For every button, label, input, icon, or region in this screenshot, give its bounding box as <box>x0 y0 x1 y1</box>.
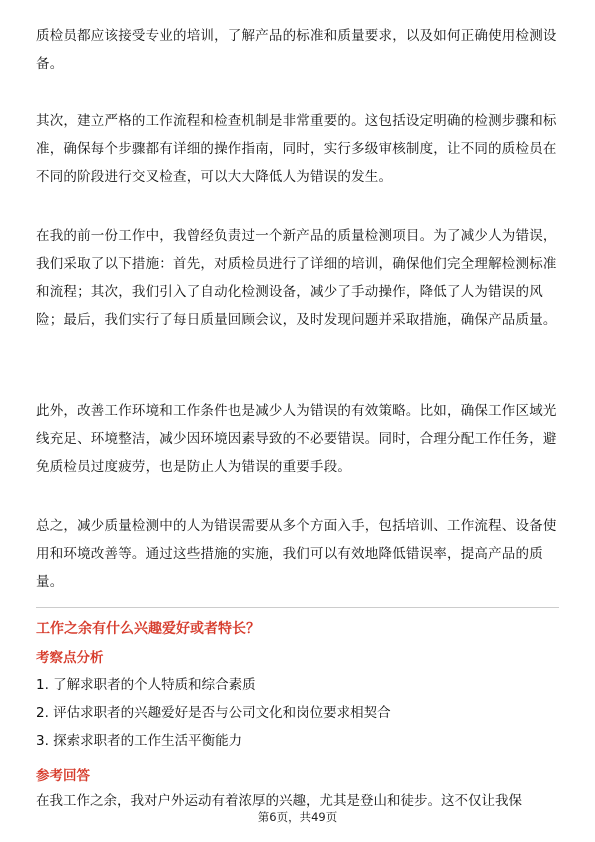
analysis-title: 考察点分析 <box>36 650 104 666</box>
analysis-point: 3. 探索求职者的工作生活平衡能力 <box>36 733 243 749</box>
analysis-point: 1. 了解求职者的个人特质和综合素质 <box>36 677 256 693</box>
page-footer: 第6页，共49页 <box>257 810 338 824</box>
paragraph: 此外，改善工作环境和工作条件也是减少人为错误的有效策略。比如，确保工作区域光线充足、环境整洁，减少因环境因素导致的不必要错误。同时，合理分配工作任务，避免质检员过度疲劳，也是防止人为错误的重要手段。 <box>36 403 557 475</box>
paragraph: 其次，建立严格的工作流程和检查机制是非常重要的。这包括设定明确的检测步骤和标准，确保每个步骤都有详细的操作指南，同时，实行多级审核制度，让不同的质检员在不同的阶段进行交叉检查，可以大大降低人为错误的发生。 <box>36 113 557 185</box>
interview-question: 工作之余有什么兴趣爱好或者特长？ <box>36 621 260 637</box>
answer-text: 在我工作之余，我对户外运动有着浓厚的兴趣，尤其是登山和徒步。这不仅让我保 <box>36 793 522 809</box>
paragraph: 在我的前一份工作中，我曾经负责过一个新产品的质量检测项目。为了减少人为错误，我们采取了以下措施：首先，对质检员进行了详细的培训，确保他们完全理解检测标准和流程；其次，我们引入了自动化检测设备，减少了手动操作，降低了人为错误的风险；最后，我们实行了每日质量回顾会议，及时发现问题并采取措施，确保产品质量。 <box>36 228 557 328</box>
paragraph: 质检员都应该接受专业的培训，了解产品的标准和质量要求，以及如何正确使用检测设备。 <box>36 28 557 72</box>
paragraph: 总之，减少质量检测中的人为错误需要从多个方面入手，包括培训、工作流程、设备使用和环境改善等。通过这些措施的实施，我们可以有效地降低错误率，提高产品的质量。 <box>36 518 557 590</box>
analysis-point: 2. 评估求职者的兴趣爱好是否与公司文化和岗位要求相契合 <box>36 705 391 721</box>
answer-title: 参考回答 <box>36 768 90 784</box>
section-divider <box>36 607 559 608</box>
